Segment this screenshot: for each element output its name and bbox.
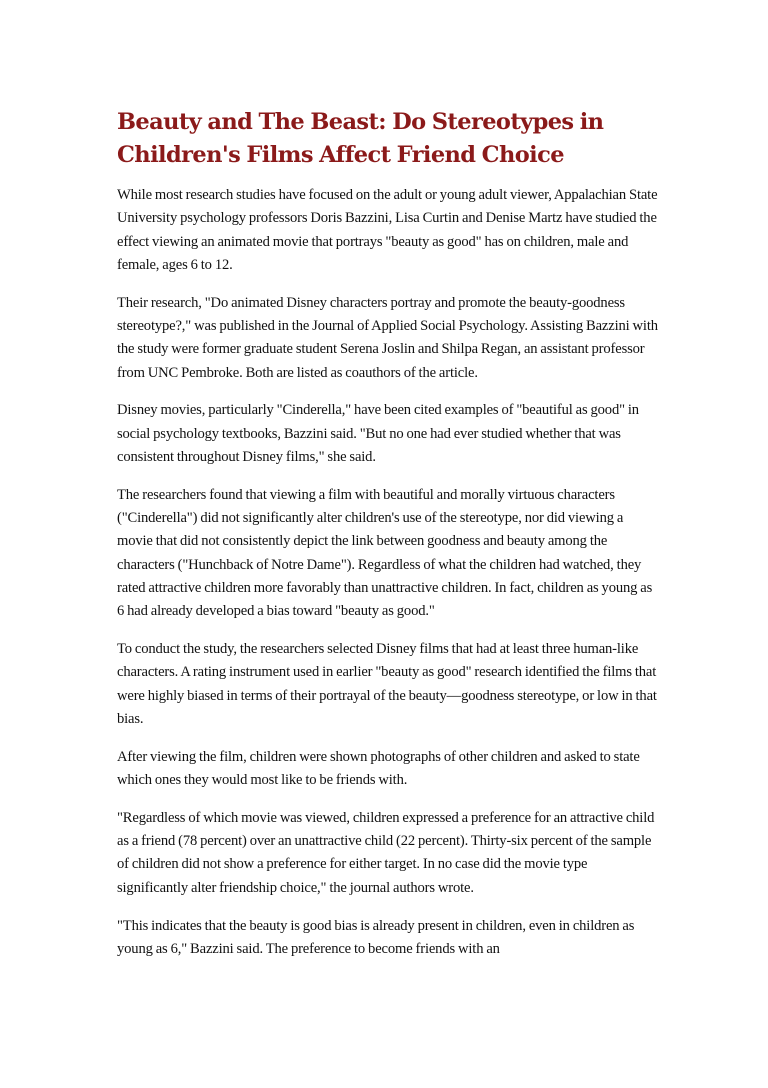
paragraph-disney-movies: Disney movies, particularly "Cinderella," have been cited examples of "beautiful as good" in social psychology textbooks, Bazzini said. "But no one had ever studied whether that was consistent throughout Disney films," she said. [117, 402, 639, 465]
paragraph-intro: While most research studies have focused on the adult or young adult viewer, Appalachian State University psychology professors Doris Bazzini, Lisa Curtin and Denise Martz have studied the effect viewing an animated movie that portrays "beauty as good" has on children, male and female, ages 6 to 12. [117, 187, 658, 273]
paragraph-method: To conduct the study, the researchers selected Disney films that had at least three human-like characters. A rating instrument used in earlier "beauty as good" research identified the films that were highly biased in terms of their portrayal of the beauty—goodness stereotype, or low in that bias. [117, 641, 657, 727]
paragraph-findings: The researchers found that viewing a film with beautiful and morally virtuous characters ("Cinderella") did not significantly alter children's use of the stereotype, nor did viewing a movie that did not consistently depict the link between goodness and beauty among the characters ("Hunchback of Notre Dame"). Regardless of what the children had watched, they rated attractive children more favorably than unattractive children. In fact, children as young as 6 had already developed a bias toward "beauty as good." [117, 486, 653, 620]
paragraph-quote-results: "Regardless of which movie was viewed, children expressed a preference for an attractive child as a friend (78 percent) over an unattractive child (22 percent). Thirty-six percent of the sample of children did not show a preference for either target. In no case did the movie type significantly alter friendship choice," the journal authors wrote. [117, 809, 655, 896]
article-title: Beauty and The Beast: Do Stereotypes in Children's Films Affect Friend Choice [117, 109, 604, 168]
document-page [117, 106, 661, 961]
paragraph-publication: Their research, "Do animated Disney characters portray and promote the beauty-goodness stereotype?," was published in the Journal of Applied Social Psychology. Assisting Bazzini with the study were former graduate student Serena Joslin and Shilpa Regan, an assistant professor from UNC Pembroke. Both are listed as coauthors of the article. [117, 294, 658, 381]
paragraph-photographs: After viewing the film, children were shown photographs of other children and asked to state which ones they would most like to be friends with. [117, 748, 640, 789]
paragraph-quote-bazzini: "This indicates that the beauty is good bias is already present in children, even in children as young as 6," Bazzini said. The preference to become friends with an [117, 917, 635, 957]
